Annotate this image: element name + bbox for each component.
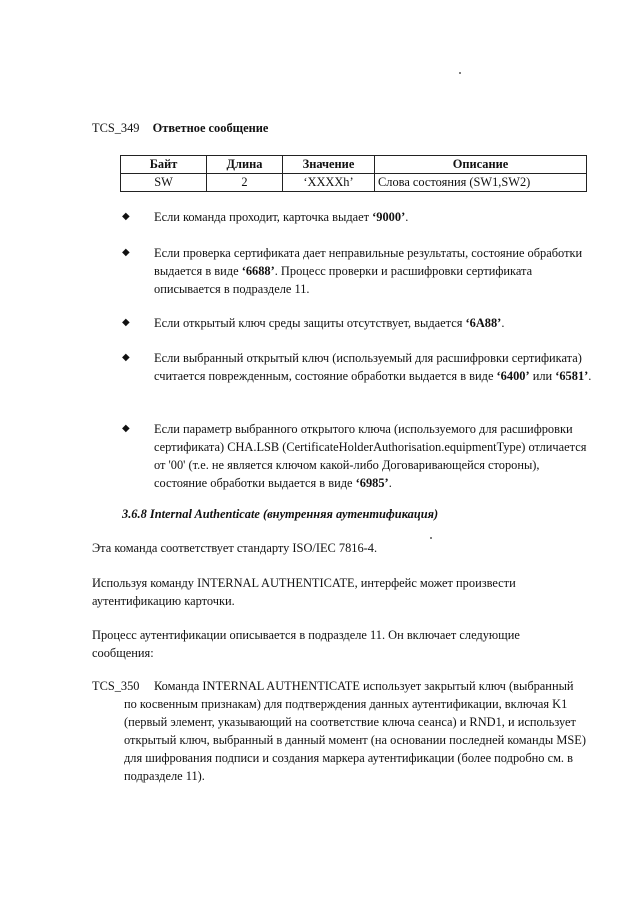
table-cell: 2 xyxy=(207,174,283,192)
subsection-heading: 3.6.8 Internal Authenticate (внутренняя аутентификация) xyxy=(122,507,439,521)
requirement-text: Команда INTERNAL AUTHENTICATE использует закрытый ключ (выбранный по косвенным признакам) для подтверждения данных аутентификации, включая K1 (первый элемент, указывающий на соответствие ключа сеанса) и RND1, и использует открытый ключ, выбранный в данный момент (на основании последней команды MSE) для шифрования подписи и создания маркера аутентификации (более подробно см. в подразделе 11). xyxy=(124,679,586,783)
table-header-cell: Значение xyxy=(283,156,375,174)
bullet-diamond-icon: ◆ xyxy=(122,352,130,363)
section-heading xyxy=(92,119,268,137)
table-cell: Слова состояния (SW1,SW2) xyxy=(375,174,587,192)
bullet-diamond-icon: ◆ xyxy=(122,247,130,258)
bullet-text: Если параметр выбранного открытого ключа (используемого для расшифровки сертификата) CHA.LSB (CertificateHolderAuthorisation.equipmentType) отличается от '00' (т.е. не является ключом какой-либо Договаривающейся стороны), состояние обработки выдается в виде ‘6985’. xyxy=(154,422,587,490)
bullet-text: Если открытый ключ среды защиты отсутствует, выдается ‘6A88’. xyxy=(154,316,505,330)
bullet-diamond-icon: ◆ xyxy=(122,211,130,222)
table-header-row xyxy=(121,156,587,174)
paragraph: Процесс аутентификации описывается в подразделе 11. Он включает следующие сообщения: xyxy=(92,628,520,660)
bullet-diamond-icon: ◆ xyxy=(122,317,130,328)
table-header-cell: Длина xyxy=(207,156,283,174)
heading-title: Ответное сообщение xyxy=(152,121,269,135)
table-header-cell: Байт xyxy=(121,156,207,174)
table-header-cell: Описание xyxy=(375,156,587,174)
response-table xyxy=(120,155,587,192)
requirement-code: TCS_349 xyxy=(92,121,140,135)
paragraph: Эта команда соответствует стандарту ISO/IEC 7816-4. xyxy=(92,541,378,555)
bullet-text: Если выбранный открытый ключ (используемый для расшифровки сертификата) считается поврежденным, состояние обработки выдается в виде ‘6400’ или ‘6581’. xyxy=(154,351,592,383)
table-cell: ‘XXXXh’ xyxy=(283,174,375,192)
paragraph: Используя команду INTERNAL AUTHENTICATE, интерфейс может произвести аутентификацию карточки. xyxy=(92,576,516,608)
bullet-text: Если проверка сертификата дает неправильные результаты, состояние обработки выдается в виде ‘6688’. Процесс проверки и расшифровки сертификата описывается в подразделе 11. xyxy=(154,246,583,296)
requirement-code: TCS_350 xyxy=(92,679,140,693)
bullet-diamond-icon: ◆ xyxy=(122,423,130,434)
table-cell: SW xyxy=(121,174,207,192)
table-row xyxy=(121,174,587,192)
scan-speck xyxy=(459,72,461,74)
bullet-text: Если команда проходит, карточка выдает ‘9000’. xyxy=(154,210,409,224)
